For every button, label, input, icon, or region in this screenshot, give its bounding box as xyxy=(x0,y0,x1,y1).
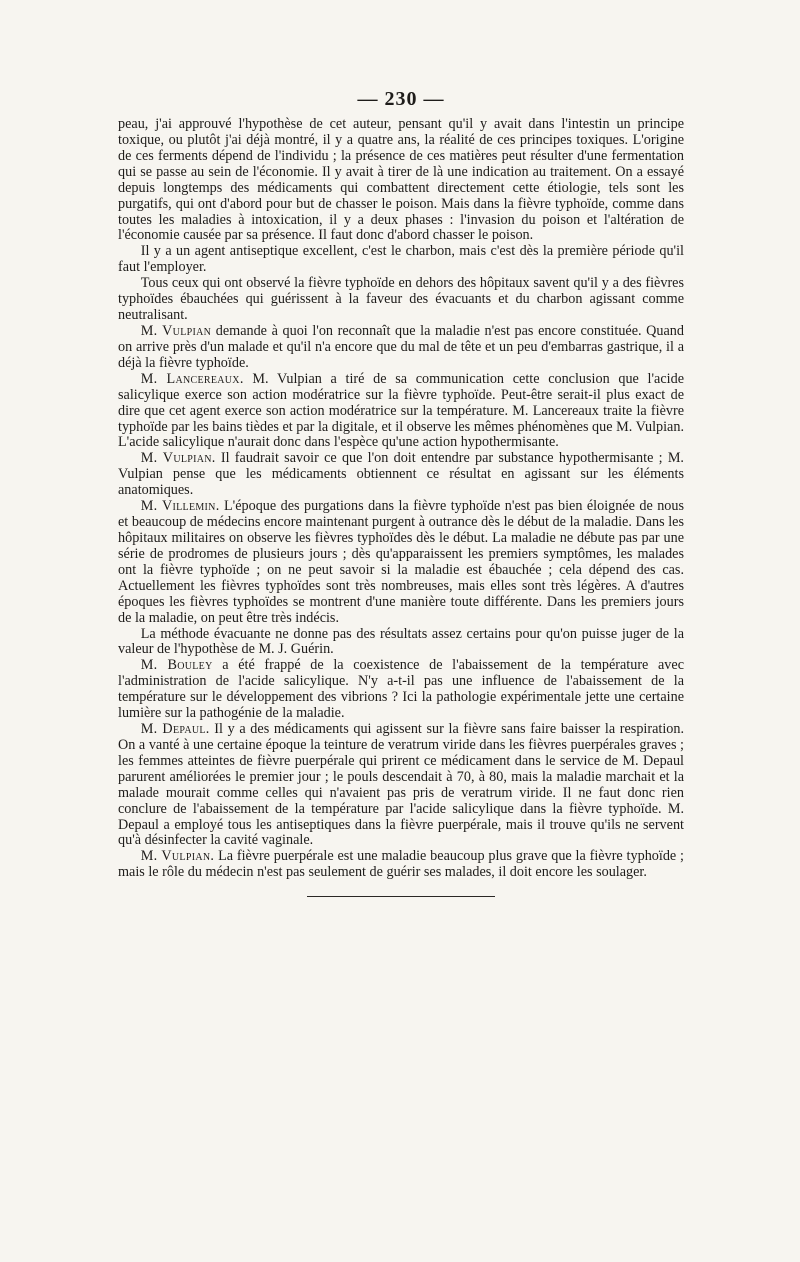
paragraph-5 xyxy=(118,372,684,452)
paragraph-text: La fièvre puerpérale est une maladie beaucoup plus grave que la fièvre typhoïde ; mais le rôle du médecin n'est pas seulement de guérir ses malades, il doit encore les soulager. xyxy=(118,848,684,881)
speaker-name: M. Bouley xyxy=(140,657,213,674)
paragraph-text: Il y a des médicaments qui agissent sur la fièvre sans faire baisser la respiration. On a vanté à une certaine époque la teinture de veratrum viride dans les fièvres puerpérales graves ; les femmes atteintes de fièvre puerpérale qui prirent ce médicament dans le service de M. Depaul parurent améliorées le premier jour ; le pouls descendait à 70, à 80, mais la maladie marchait et la malade mourait comme celles qui n'avaient pas pris de veratrum viride. Il ne faut donc rien conclure de l'abaissement de la température par l'acide salicylique dans la fièvre typhoïde. M. Depaul a employé tous les antiseptiques dans la fièvre puerpérale, mais il trouve qu'ils ne servent qu'à désinfecter la cavité vaginale. xyxy=(118,721,684,849)
paragraph-text: Il y a un agent antiseptique excellent, c'est le charbon, mais c'est dès la première période qu'il faut l'employer. xyxy=(118,243,684,276)
speaker-name: M. Vulpian. xyxy=(140,848,215,865)
paragraph-text: La méthode évacuante ne donne pas des résultats assez certains pour qu'on puisse juger de la valeur de l'hypothèse de M. J. Guérin. xyxy=(118,625,684,658)
paragraph-1 xyxy=(118,117,684,244)
paragraph-3 xyxy=(118,276,684,324)
paragraph-text: peau, j'ai approuvé l'hypothèse de cet auteur, pensant qu'il y avait dans l'intestin un principe toxique, ou plutôt j'ai déjà montré, il y a quatre ans, la réalité de ces principes toxiques. L'origine de ces ferments dépend de l'individu ; la présence de ces matières peut résulter d'une fermentation qui se passe au sein de l'économie. Il y avait à tirer de là une indication au traitement. On a essayé depuis longtemps des médicaments qui combattent directement cette étiologie, tels sont les purgatifs, qui ont d'abord pour but de chasser le poison. Mais dans la fièvre typhoïde, comme dans toutes les maladies à intoxication, il y a deux phases : l'invasion du poison et l'altération de l'économie causée par sa présence. Il faut donc d'abord chasser le poison. xyxy=(118,116,684,244)
document-page xyxy=(118,88,684,897)
paragraph-10 xyxy=(118,722,684,849)
speaker-name: M. Lancereaux. xyxy=(140,370,244,387)
paragraph-text: demande à quoi l'on reconnaît que la maladie n'est pas encore constituée. Quand on arrive près d'un malade et qu'il n'a encore que du mal de tête et un peu d'embarras gastrique, il a déjà la fièvre typhoïde. xyxy=(118,322,684,371)
closing-rule xyxy=(307,896,495,897)
paragraph-6 xyxy=(118,451,684,499)
paragraph-9 xyxy=(118,658,684,722)
speaker-name: M. Depaul. xyxy=(140,721,210,738)
paragraph-text: a été frappé de la coexistence de l'abaissement de la température avec l'administration de l'acide salicylique. N'y a-t-il pas une influence de l'abaissement de la température sur le développement des vibrions ? Ici la pathologie expérimentale jette une certaine lumière sur la pathogénie de la maladie. xyxy=(118,657,684,722)
paragraph-text: Il faudrait savoir ce que l'on doit entendre par substance hypothermisante ; M. Vulpian pense que les médicaments obtiennent ce résultat en agissant sur les éléments anatomiques. xyxy=(118,450,684,499)
paragraph-text: M. Vulpian a tiré de sa communication cette conclusion que l'acide salicylique exerce son action modératrice sur la fièvre typhoïde. Peut-être serait-il plus exact de dire que cet agent exerce son action modératrice sur la température. M. Lancereaux traite la fièvre typhoïde par les bains tièdes et par la digitale, et il observe les mêmes phénomènes que M. Vulpian. L'acide salicylique n'aurait donc dans l'espèce qu'une action hypothermisante. xyxy=(118,370,684,451)
speaker-name: M. Vulpian xyxy=(140,322,212,339)
page-number: — 230 — xyxy=(357,88,445,110)
paragraph-4 xyxy=(118,324,684,372)
paragraph-8 xyxy=(118,627,684,659)
speaker-name: M. Villemin. xyxy=(140,498,220,515)
paragraph-11 xyxy=(118,849,684,881)
paragraph-2 xyxy=(118,244,684,276)
paragraph-text: L'époque des purgations dans la fièvre typhoïde n'est pas bien éloignée de nous et beaucoup de médecins encore maintenant purgent à outrance dès le début de la maladie. Dans les hôpitaux militaires on observe les fièvres typhoïdes dès le début. La maladie ne débute pas par une série de prodromes de plusieurs jours ; dès qu'apparaissent les premiers symptômes, les malades ont la fièvre typhoïde ; on ne peut savoir si la maladie est ébauchée ; cela dépend des cas. Actuellement les fièvres typhoïdes sont très nombreuses, mais elles sont très légères. A d'autres époques les fièvres typhoïdes se montrent d'une manière toute différente. Dans les premiers jours de la maladie, on peut être très indécis. xyxy=(118,498,684,626)
paragraph-7 xyxy=(118,499,684,626)
paragraph-text: Tous ceux qui ont observé la fièvre typhoïde en dehors des hôpitaux savent qu'il y a des fièvres typhoïdes ébauchées qui guérissent à la faveur des évacuants et du charbon agissant comme neutralisant. xyxy=(118,275,684,324)
speaker-name: M. Vulpian. xyxy=(140,450,216,467)
